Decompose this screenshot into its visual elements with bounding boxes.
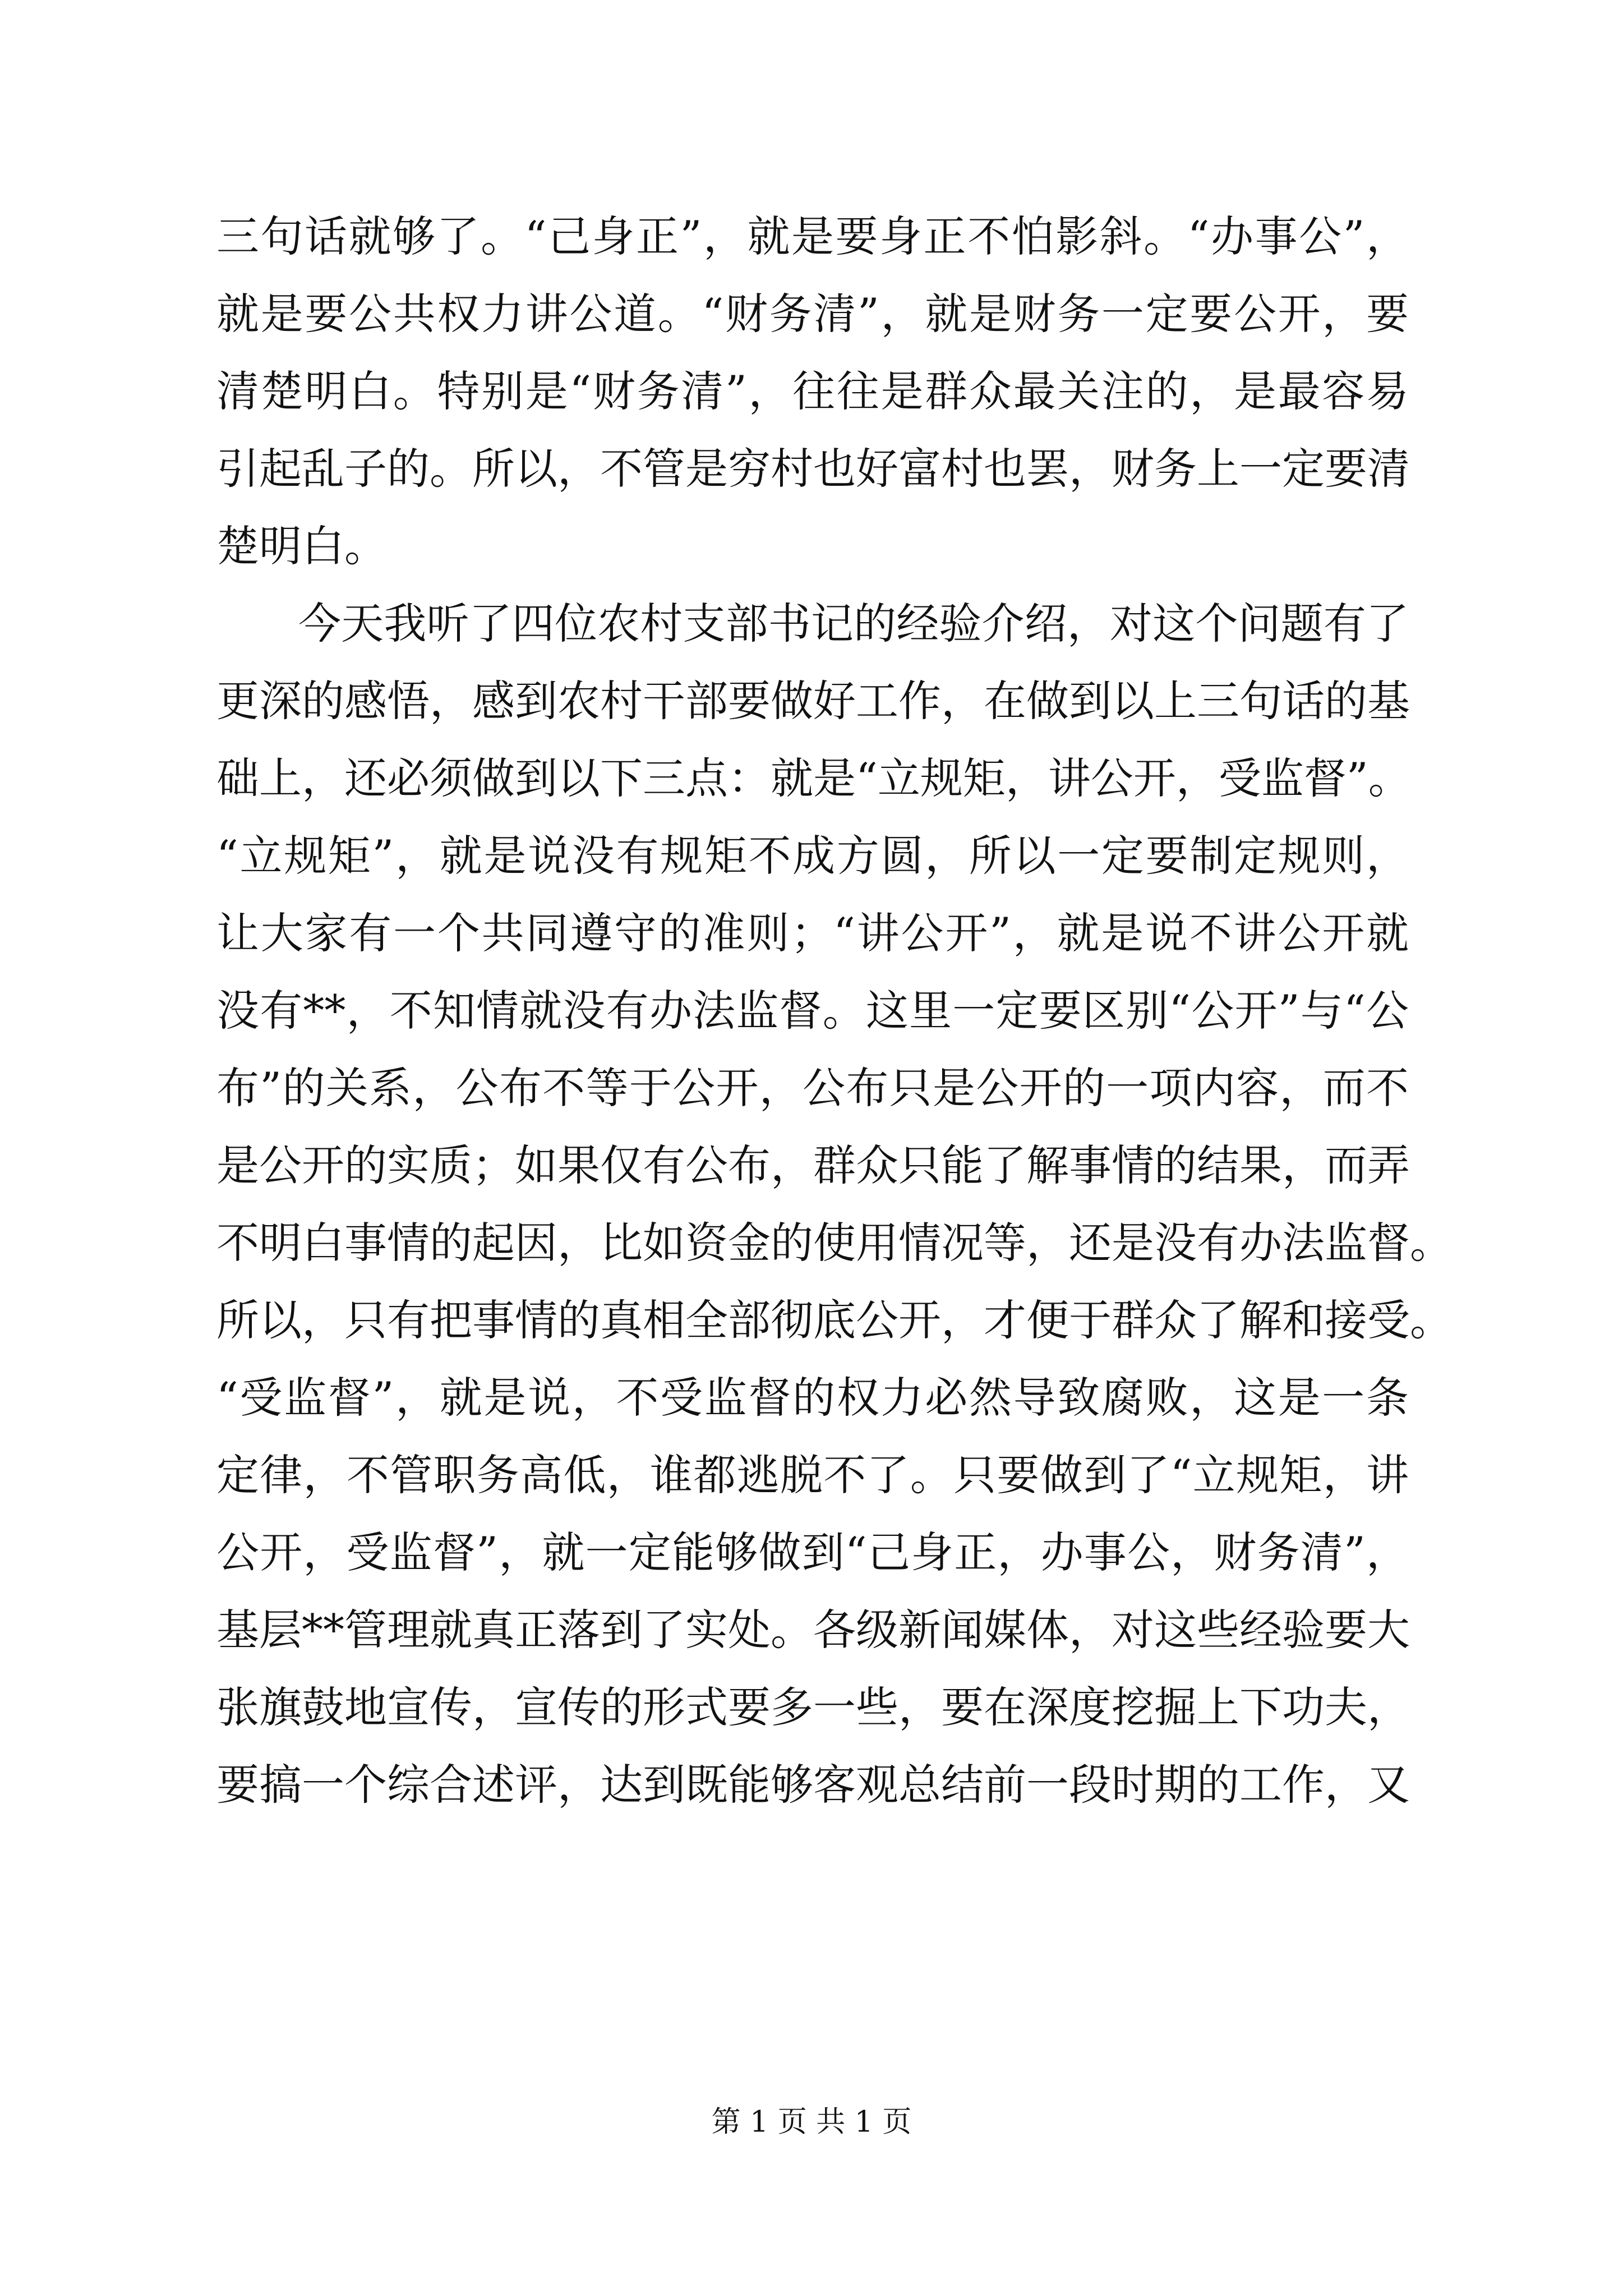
paragraph-line: 就是要公共权力讲公道。“财务清”，就是财务一定要公开，要 <box>216 289 1409 339</box>
paragraph-line: 让大家有一个共同遵守的准则；“讲公开”，就是说不讲公开就 <box>216 908 1409 958</box>
paragraph-line: 今天我听了四位农村支部书记的经验介绍，对这个问题有了 <box>298 599 1409 648</box>
paragraph-line: 础上，还必须做到以下三点：就是“立规矩，讲公开，受监督”。 <box>216 753 1411 803</box>
paragraph-line: 基层**管理就真正落到了实处。各级新闻媒体，对这些经验要大 <box>216 1605 1410 1655</box>
paragraph-line: 张旗鼓地宣传，宣传的形式要多一些，要在深度挖掘上下功夫， <box>216 1682 1410 1732</box>
paragraph-line: 布”的关系，公布不等于公开，公布只是公开的一项内容，而不 <box>216 1063 1409 1113</box>
paragraph-line: “立规矩”，就是说没有规矩不成方圆，所以一定要制定规则， <box>216 831 1409 881</box>
paragraph-line: “受监督”，就是说，不受监督的权力必然导致腐败，这是一条 <box>216 1373 1409 1423</box>
paragraph-line: 楚明白。 <box>216 521 387 571</box>
page-number-footer: 第 1 页 共 1 页 <box>711 2105 912 2139</box>
paragraph-line: 是公开的实质；如果仅有公布，群众只能了解事情的结果，而弄 <box>216 1140 1410 1190</box>
paragraph-line: 所以，只有把事情的真相全部彻底公开，才便于群众了解和接受。 <box>216 1295 1453 1345</box>
paragraph-line: 没有**，不知情就没有办法监督。这里一定要区别“公开”与“公 <box>216 986 1409 1036</box>
paragraph-line: 更深的感悟，感到农村干部要做好工作，在做到以上三句话的基 <box>216 676 1410 726</box>
paragraph-line: 定律，不管职务高低，谁都逃脱不了。只要做到了“立规矩，讲 <box>216 1450 1409 1500</box>
paragraph-line: 公开，受监督”，就一定能够做到“己身正，办事公，财务清”， <box>216 1527 1409 1577</box>
paragraph-line: 引起乱子的。所以，不管是穷村也好富村也罢，财务上一定要清 <box>216 444 1410 494</box>
paragraph-line: 要搞一个综合述评，达到既能够客观总结前一段时期的工作，又 <box>216 1760 1410 1810</box>
paragraph-line: 清楚明白。特别是“财务清”，往往是群众最关注的，是最容易 <box>216 366 1409 416</box>
paragraph-line: 三句话就够了。“己身正”，就是要身正不怕影斜。“办事公”， <box>216 211 1409 261</box>
paragraph-line: 不明白事情的起因，比如资金的使用情况等，还是没有办法监督。 <box>216 1218 1453 1268</box>
